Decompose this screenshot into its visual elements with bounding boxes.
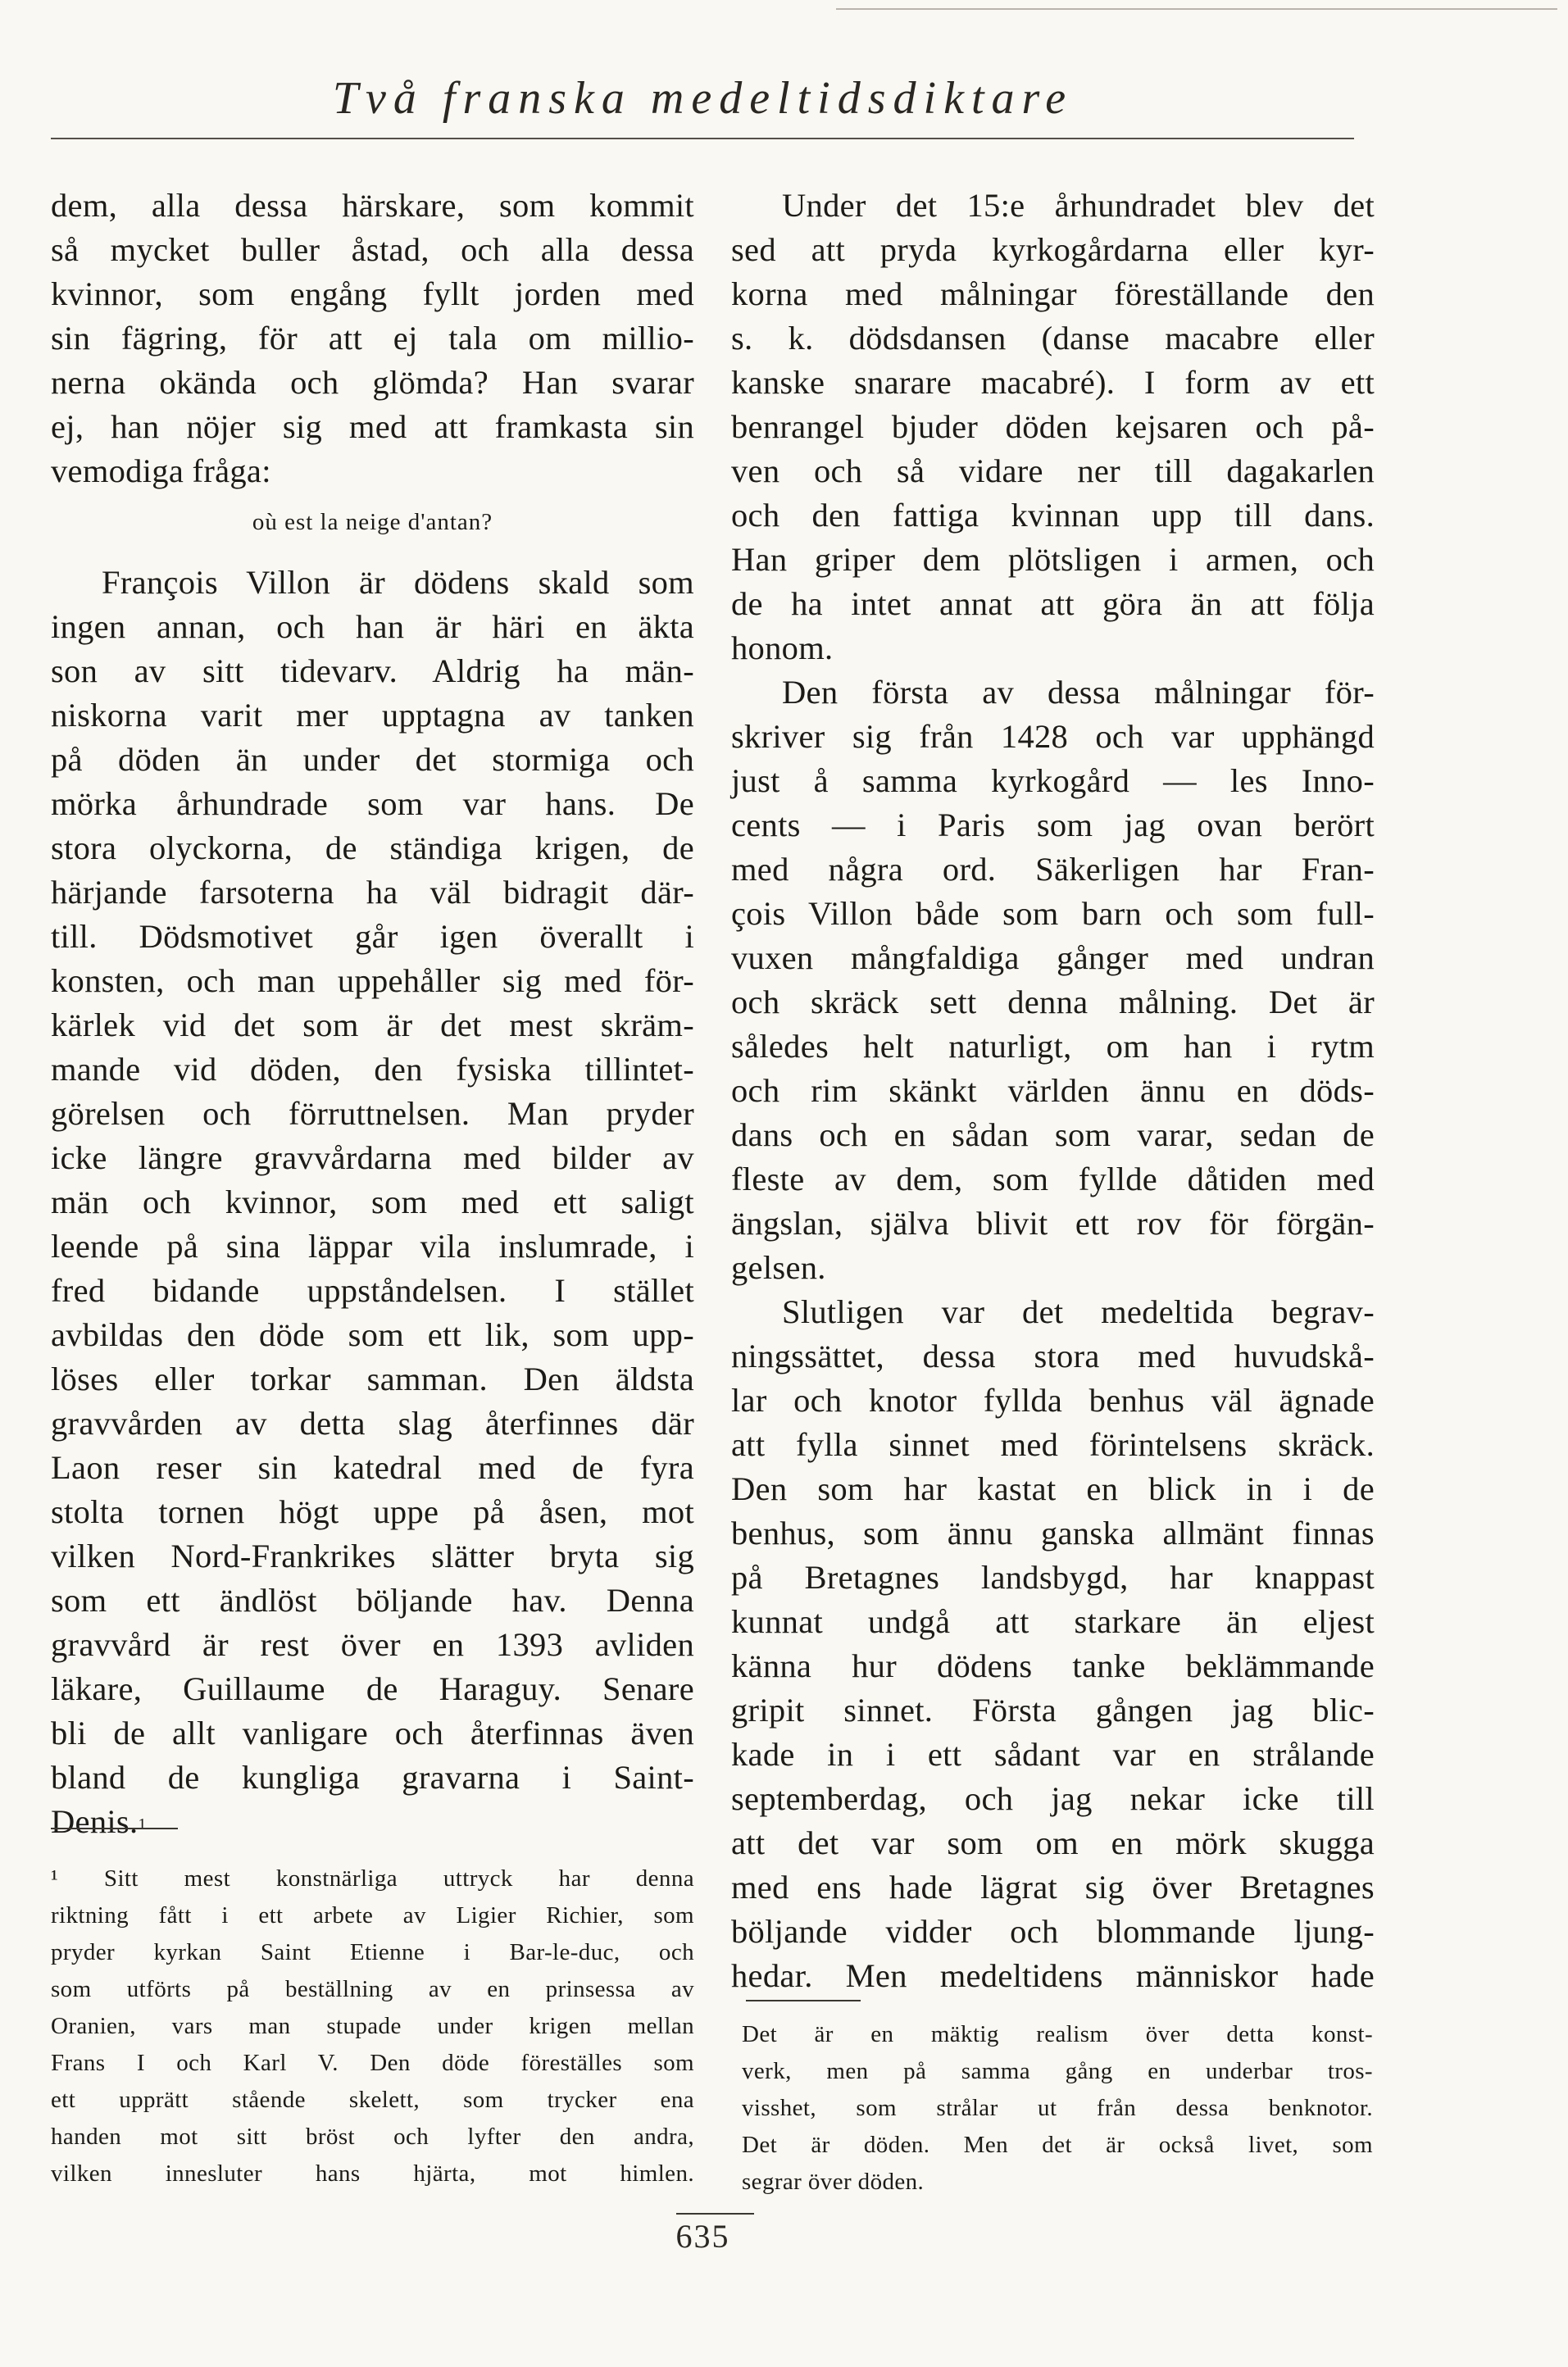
text-line: ven och så vidare ner till dagakarlen bbox=[731, 452, 1375, 489]
right-paragraph-1 bbox=[731, 184, 1375, 670]
text-line bbox=[51, 1800, 694, 1844]
text-line: Den första av dessa målningar för- bbox=[782, 674, 1375, 711]
text-line: fleste av dem, som fyllde dåtiden med bbox=[731, 1161, 1375, 1197]
text-line: på döden än under det stormiga och bbox=[51, 741, 694, 778]
text-line: Under det 15:e århundradet blev det bbox=[782, 187, 1375, 224]
text-line: att det var som om en mörk skugga bbox=[731, 1824, 1375, 1861]
left-footnote-rule bbox=[51, 1828, 178, 1829]
running-title: Två franska medeltidsdiktare bbox=[332, 73, 1074, 124]
header-rule bbox=[51, 138, 1354, 139]
text-line: son av sitt tidevarv. Aldrig ha män- bbox=[51, 652, 694, 689]
text-line: vuxen mångfaldiga gånger med undran bbox=[731, 939, 1375, 976]
text-line: mande vid döden, den fysiska tillintet- bbox=[51, 1051, 694, 1088]
text-line: niskorna varit mer upptagna av tanken bbox=[51, 697, 694, 734]
text-line: François Villon är dödens skald som bbox=[102, 564, 694, 601]
text-line: fred bidande uppståndelsen. I stället bbox=[51, 1272, 694, 1309]
text-line: lar och knotor fyllda benhus väl ägnade bbox=[731, 1382, 1375, 1419]
footnote-line: ett upprätt stående skelett, som trycker ena bbox=[51, 2087, 694, 2113]
left-paragraph-1 bbox=[51, 184, 694, 493]
text-line: kade in i ett sådant var en strålande bbox=[731, 1736, 1375, 1773]
text-line: sed att pryda kyrkogårdarna eller kyr- bbox=[731, 231, 1375, 268]
footnote-line: visshet, som strålar ut från dessa benknotor. bbox=[742, 2095, 1373, 2121]
text-line: till. Dödsmotivet går igen överallt i bbox=[51, 918, 694, 955]
text-line: att fylla sinnet med förintelsens skräck. bbox=[731, 1426, 1375, 1463]
text-line: bli de allt vanligare och återfinnas även bbox=[51, 1715, 694, 1751]
text-line: dans och en sådan som varar, sedan de bbox=[731, 1116, 1375, 1153]
footnote-line: pryder kyrkan Saint Etienne i Bar-le-duc, och bbox=[51, 1939, 694, 1965]
footnote-line: Frans I och Karl V. Den döde föreställes som bbox=[51, 2050, 694, 2076]
right-footnote bbox=[742, 2016, 1373, 2201]
text-line: mörka århundrade som var hans. De bbox=[51, 785, 694, 822]
text-line: med ens hade lägrat sig över Bretagnes bbox=[731, 1869, 1375, 1906]
text-line: Laon reser sin katedral med de fyra bbox=[51, 1449, 694, 1486]
text-line: stora olyckorna, de ständiga krigen, de bbox=[51, 829, 694, 866]
page-number: 635 bbox=[675, 2218, 730, 2255]
text-line: leende på sina läppar vila inslumrade, i bbox=[51, 1228, 694, 1265]
text-line: Han griper dem plötsligen i armen, och bbox=[731, 541, 1375, 578]
footnote-line: riktning fått i ett arbete av Ligier Richier, som bbox=[51, 1902, 694, 1929]
text-line: honom. bbox=[731, 629, 834, 666]
text-line: de ha intet annat att göra än att följa bbox=[731, 585, 1375, 622]
page-number-rule bbox=[676, 2213, 754, 2215]
villon-quote: où est la neige d'antan? bbox=[252, 509, 493, 535]
text-line: nerna okända och glömda? Han svarar bbox=[51, 364, 694, 401]
text-line: således helt naturligt, om han i rytm bbox=[731, 1028, 1375, 1065]
footnote-line: vilken innesluter hans hjärta, mot himlen. bbox=[51, 2160, 694, 2187]
text-line: vemodiga fråga: bbox=[51, 452, 271, 489]
text-line: gravvården av detta slag återfinnes där bbox=[51, 1405, 694, 1442]
right-footnote-rule bbox=[746, 2000, 861, 2001]
text-line: s. k. dödsdansen (danse macabre eller bbox=[731, 320, 1375, 357]
text-line: dem, alla dessa härskare, som kommit bbox=[51, 187, 694, 224]
text-line: gripit sinnet. Första gången jag blic- bbox=[731, 1692, 1375, 1729]
text-line: ningssättet, dessa stora med huvudskå- bbox=[731, 1338, 1375, 1374]
footnote-line: Det är döden. Men det är också livet, som bbox=[742, 2132, 1373, 2158]
text-line: bland de kungliga gravarna i Saint- bbox=[51, 1759, 694, 1796]
text-line: stolta tornen högt uppe på åsen, mot bbox=[51, 1493, 694, 1530]
text-line: kvinnor, som engång fyllt jorden med bbox=[51, 275, 694, 312]
text-line: som ett ändlöst böljande hav. Denna bbox=[51, 1582, 694, 1619]
text-line: korna med målningar föreställande den bbox=[731, 275, 1375, 312]
text-line: benrangel bjuder döden kejsaren och på- bbox=[731, 408, 1375, 445]
text-line: skriver sig från 1428 och var upphängd bbox=[731, 718, 1375, 755]
text-line: härjande farsoterna ha väl bidragit där- bbox=[51, 874, 694, 911]
text-line: känna hur dödens tanke beklämmande bbox=[731, 1647, 1375, 1684]
right-column bbox=[731, 184, 1375, 1998]
text-line: och skräck sett denna målning. Det är bbox=[731, 984, 1375, 1020]
text-line: med några ord. Säkerligen har Fran- bbox=[731, 851, 1375, 888]
text-line: avbildas den döde som ett lik, som upp- bbox=[51, 1316, 694, 1353]
text-line: löses eller torkar samman. Den äldsta bbox=[51, 1361, 694, 1397]
text-line: septemberdag, och jag nekar icke till bbox=[731, 1780, 1375, 1817]
text-line: çois Villon både som barn och som full- bbox=[731, 895, 1375, 932]
text-line: icke längre gravvårdarna med bilder av bbox=[51, 1139, 694, 1176]
scan-edge-line bbox=[836, 8, 1557, 10]
text-line: hedar. Men medeltidens människor hade bbox=[731, 1957, 1375, 1994]
text-line: ingen annan, och han är häri en äkta bbox=[51, 608, 694, 645]
left-column bbox=[51, 184, 694, 1844]
text-line: kanske snarare macabré). I form av ett bbox=[731, 364, 1375, 401]
text-line: just å samma kyrkogård — les Inno- bbox=[731, 762, 1375, 799]
text-line: vilken Nord-Frankrikes slätter bryta sig bbox=[51, 1538, 694, 1574]
text-line: görelsen och förruttnelsen. Man pryder bbox=[51, 1095, 694, 1132]
footnote-line: Oranien, vars man stupade under krigen mellan bbox=[51, 2013, 694, 2039]
text-line: män och kvinnor, som med ett saligt bbox=[51, 1184, 694, 1220]
text-line: Slutligen var det medeltida begrav- bbox=[782, 1293, 1375, 1330]
text-line: böljande vidder och blommande ljung- bbox=[731, 1913, 1375, 1950]
right-paragraph-3 bbox=[731, 1290, 1375, 1998]
left-paragraph-2 bbox=[51, 561, 694, 1844]
footnote-line: ¹ Sitt mest konstnärliga uttryck har denna bbox=[51, 1865, 694, 1892]
footnote-line: som utförts på beställning av en prinsessa av bbox=[51, 1976, 694, 2002]
text-line: kärlek vid det som är det mest skräm- bbox=[51, 1006, 694, 1043]
text-line: och den fattiga kvinnan upp till dans. bbox=[731, 497, 1375, 534]
text-line: ängslan, själva blivit ett rov för förgän- bbox=[731, 1205, 1375, 1242]
text-line: gravvård är rest över en 1393 avliden bbox=[51, 1626, 694, 1663]
text-line: och rim skänkt världen ännu en döds- bbox=[731, 1072, 1375, 1109]
text-line: konsten, och man uppehåller sig med för- bbox=[51, 962, 694, 999]
text-line: gelsen. bbox=[731, 1249, 826, 1286]
text-line: kunnat undgå att starkare än eljest bbox=[731, 1603, 1375, 1640]
text-line: så mycket buller åstad, och alla dessa bbox=[51, 231, 694, 268]
footnote-line: handen mot sitt bröst och lyfter den andra, bbox=[51, 2124, 694, 2150]
footnote-line: Det är en mäktig realism över detta konst- bbox=[742, 2021, 1373, 2047]
text-line: cents — i Paris som jag ovan berört bbox=[731, 806, 1375, 843]
text-line: benhus, som ännu ganska allmänt finnas bbox=[731, 1515, 1375, 1551]
right-paragraph-2 bbox=[731, 670, 1375, 1290]
text-line: på Bretagnes landsbygd, har knappast bbox=[731, 1559, 1375, 1596]
denis-word: Denis. bbox=[51, 1803, 139, 1840]
footnote-line: verk, men på samma gång en underbar tros- bbox=[742, 2058, 1373, 2084]
left-footnote bbox=[51, 1860, 694, 2192]
text-line: Den som har kastat en blick in i de bbox=[731, 1470, 1375, 1507]
text-line: ej, han nöjer sig med att framkasta sin bbox=[51, 408, 694, 445]
footnote-line: segrar över döden. bbox=[742, 2169, 925, 2195]
footnote-marker: 1 bbox=[138, 1815, 147, 1833]
text-line: sin fägring, för att ej tala om millio- bbox=[51, 320, 694, 357]
text-line: läkare, Guillaume de Haraguy. Senare bbox=[51, 1670, 694, 1707]
